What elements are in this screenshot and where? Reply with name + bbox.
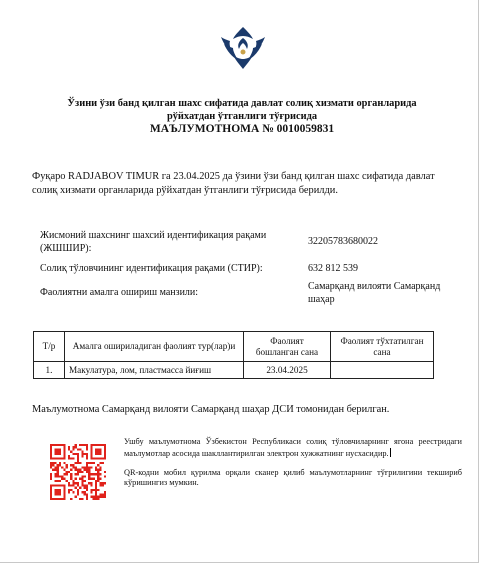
table-row xyxy=(34,362,434,379)
qr-note-text-1: Ушбу маълумотнома Ўзбекистон Республикаси солиқ тўловчиларнинг ягона реестридаги маълумотлар асосида шакллантирилган электрон хужжатнинг нусхасидир. xyxy=(124,437,462,458)
qr-code-icon xyxy=(50,444,106,500)
intro-paragraph: Фуқаро RADJABOV TIMUR га 23.04.2025 да ўзини ўзи банд қилган шахс сифатида давлат солиқ хизмати органларида рўйхатдан ўтганлиги тўғрисида берилди. xyxy=(32,171,435,196)
activities-table xyxy=(33,331,434,379)
column-header-activity: Амалга ошириладиган фаолият тур(лар)и xyxy=(65,332,244,362)
qr-note-paragraph-1 xyxy=(124,437,462,460)
row-number: 1. xyxy=(34,362,65,379)
heading-line-2: рўйхатдан ўтганлиги тўғрисида xyxy=(166,111,318,122)
column-header-start-date: Фаолият бошланган сана xyxy=(244,332,331,362)
text-cursor xyxy=(390,448,392,457)
row-start-date: 23.04.2025 xyxy=(244,362,331,379)
row-activity: Макулатура, лом, пластмасса йиғиш xyxy=(65,362,244,379)
address-label: Фаолиятни амалга ошириш манзили: xyxy=(40,287,199,298)
row-stop-date xyxy=(331,362,434,379)
certificate-number: МАЪЛУМОТНОМА № 0010059831 xyxy=(149,123,335,135)
pinfl-value: 32205783680022 xyxy=(308,236,378,247)
column-header-number: Т/р xyxy=(34,332,65,362)
column-header-stop-date: Фаолият тўхтатилган сана xyxy=(331,332,434,362)
address-value: Самарқанд вилояти Самарқанд шаҳар xyxy=(308,281,441,305)
table-header-row xyxy=(34,332,434,362)
inn-value: 632 812 539 xyxy=(308,263,358,274)
tax-committee-emblem-icon xyxy=(218,22,268,72)
qr-note xyxy=(124,437,462,489)
qr-note-paragraph-2: QR-кодни мобил қурилма орқали сканер қилиб маълумотларнинг тўғрилигини текшириб кўришингиз мумкин. xyxy=(124,467,462,488)
heading-line-1: Ўзини ўзи банд қилган шахс сифатида давлат солиқ хизмати органларида xyxy=(67,98,417,109)
issued-by-text: Маълумотнома Самарқанд вилояти Самарқанд шаҳар ДСИ томонидан берилган. xyxy=(32,404,390,415)
inn-label: Солиқ тўловчининг идентификация рақами (СТИР): xyxy=(40,263,263,274)
document-heading xyxy=(40,97,444,136)
pinfl-label: Жисмоний шахснинг шахсий идентификация рақами (ЖШШИР): xyxy=(40,230,267,254)
